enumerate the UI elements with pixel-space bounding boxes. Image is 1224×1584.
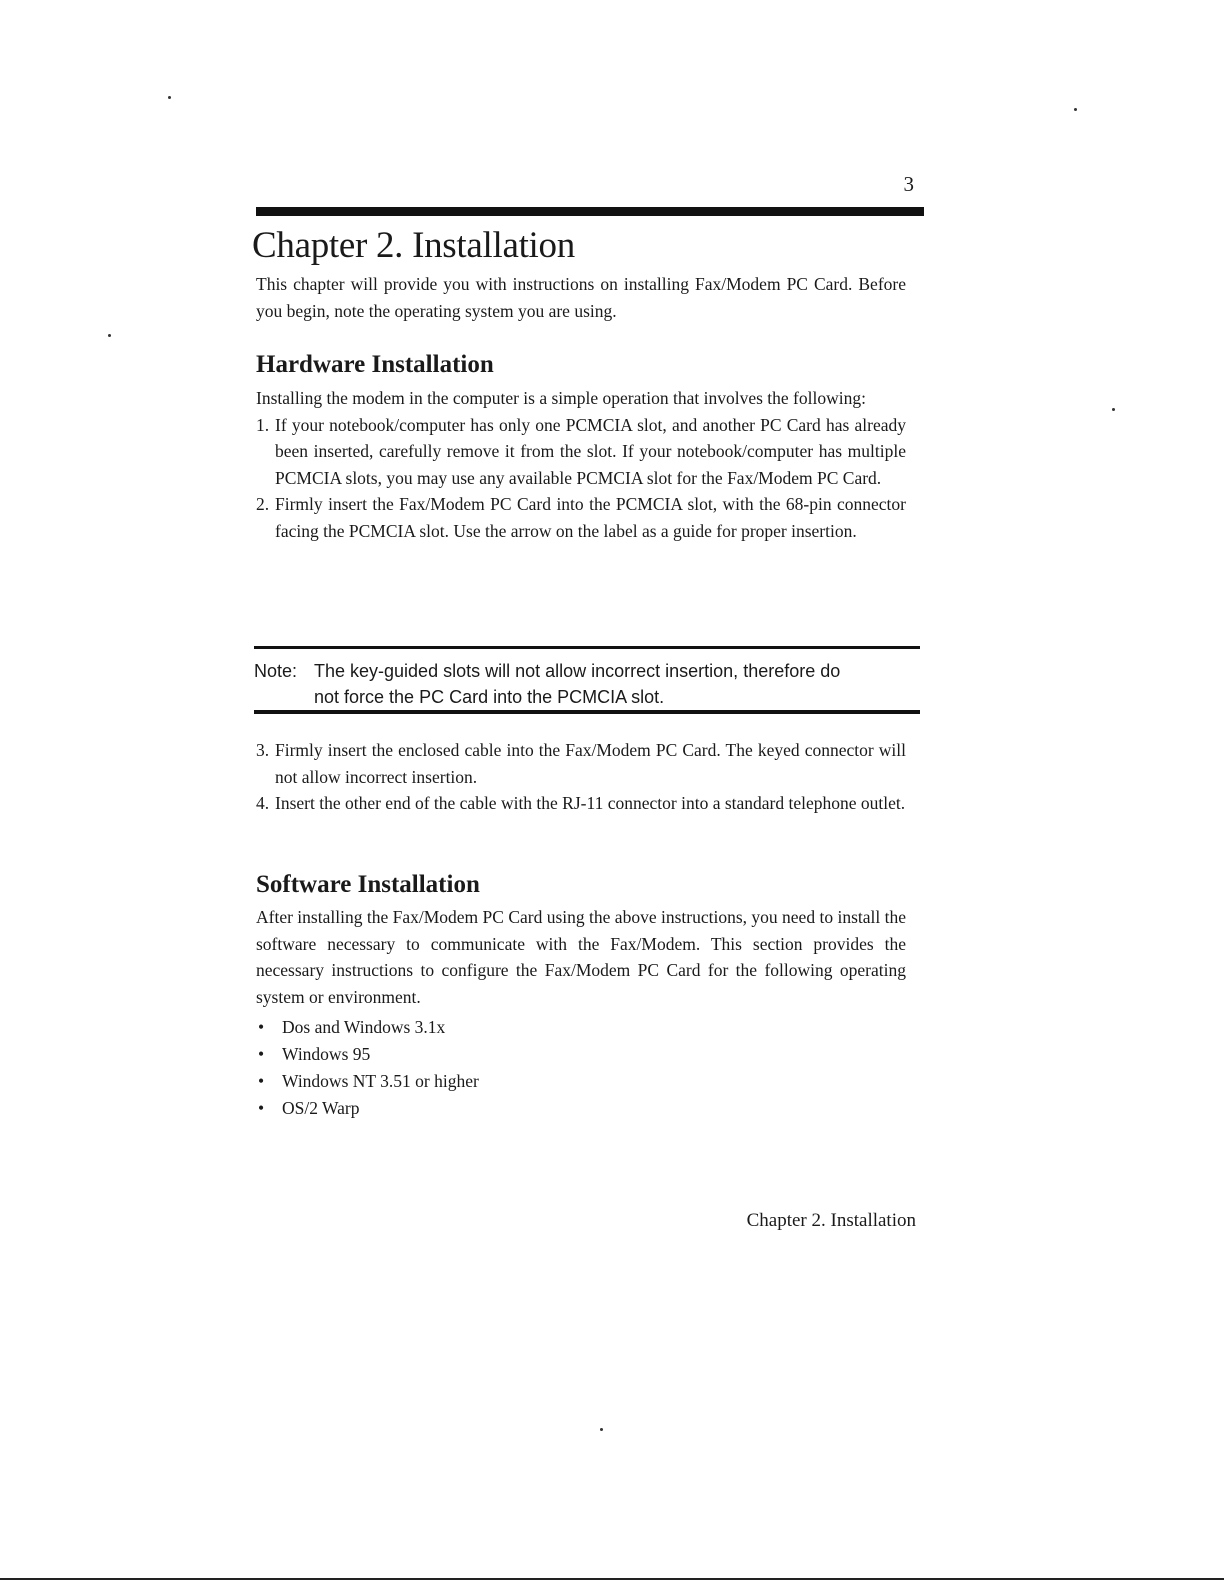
intro-paragraph-block: [256, 271, 906, 324]
step-text: If your notebook/computer has only one PCMCIA slot, and another PC Card has already been inserted, carefully remove it from the slot. If your notebook/computer has multiple PCMCIA slots, you may use any available PCMCIA slot for the Fax/Modem PC Card.: [275, 414, 906, 488]
step-number: 3.: [256, 740, 270, 760]
note-label: Note:: [254, 661, 298, 681]
step-item: [256, 412, 906, 492]
list-item: [258, 1041, 479, 1068]
note-rule-bottom: [254, 710, 920, 714]
footer-chapter-label: Chapter 2. Installation: [746, 1210, 916, 1231]
hardware-steps-continued: [256, 737, 906, 817]
step-item: [256, 790, 906, 817]
intro-paragraph: This chapter will provide you with instructions on installing Fax/Modem PC Card. Before you begin, note the operating system you are using.: [256, 274, 906, 321]
scan-speck: [168, 96, 171, 99]
step-number: 2.: [256, 494, 270, 514]
bullet-icon: •: [258, 1017, 265, 1037]
scan-speck: [108, 334, 111, 337]
environment-list: [258, 1014, 479, 1122]
hardware-steps: [256, 412, 906, 545]
bullet-icon: •: [258, 1098, 265, 1118]
scan-speck: [1074, 108, 1077, 111]
list-item-text: Windows NT 3.51 or higher: [282, 1071, 479, 1091]
bullet-icon: •: [258, 1044, 265, 1064]
list-item-text: OS/2 Warp: [282, 1098, 360, 1118]
list-item-text: Dos and Windows 3.1x: [282, 1017, 446, 1037]
step-number: 1.: [256, 414, 270, 435]
step-item: [256, 737, 906, 790]
step-text: Firmly insert the enclosed cable into the Fax/Modem PC Card. The keyed connector will not allow incorrect insertion.: [275, 740, 906, 787]
bullet-icon: •: [258, 1071, 265, 1091]
list-item: [258, 1014, 479, 1041]
note-line-1: The key-guided slots will not allow incorrect insertion, therefore do: [314, 661, 841, 681]
list-item-text: Windows 95: [282, 1044, 371, 1064]
chapter-title: Chapter 2. Installation: [252, 225, 575, 266]
step-number: 4.: [256, 793, 270, 813]
note-box: [254, 646, 920, 714]
header-rule: [256, 207, 924, 216]
step-item: [256, 491, 906, 544]
page-number: 3: [903, 172, 914, 196]
hardware-steps-2: [256, 737, 906, 817]
note-line-2: not force the PC Card into the PCMCIA slot.: [314, 687, 665, 707]
note-text: [254, 658, 914, 710]
scan-speck: [600, 1428, 603, 1431]
note-rule-top: [254, 646, 920, 649]
software-intro: After installing the Fax/Modem PC Card using the above instructions, you need to install the software necessary to communicate with the Fax/Modem. This section provides the necessary instructions to configure the Fax/Modem PC Card for the following operating system or environment.: [256, 907, 906, 1007]
hardware-heading: Hardware Installation: [256, 351, 494, 378]
hardware-intro: Installing the modem in the computer is a simple operation that involves the following:: [256, 388, 866, 408]
software-section: [256, 904, 906, 1010]
software-heading: Software Installation: [256, 871, 480, 898]
step-text: Firmly insert the Fax/Modem PC Card into the PCMCIA slot, with the 68-pin connector facing the PCMCIA slot. Use the arrow on the label as a guide for proper insertion.: [275, 494, 906, 541]
list-item: [258, 1095, 479, 1122]
scan-edge-line: [0, 1578, 1224, 1580]
hardware-section: [256, 385, 906, 544]
step-text: Insert the other end of the cable with the RJ-11 connector into a standard telephone outlet.: [275, 793, 906, 813]
list-item: [258, 1068, 479, 1095]
scan-speck: [1112, 408, 1115, 411]
